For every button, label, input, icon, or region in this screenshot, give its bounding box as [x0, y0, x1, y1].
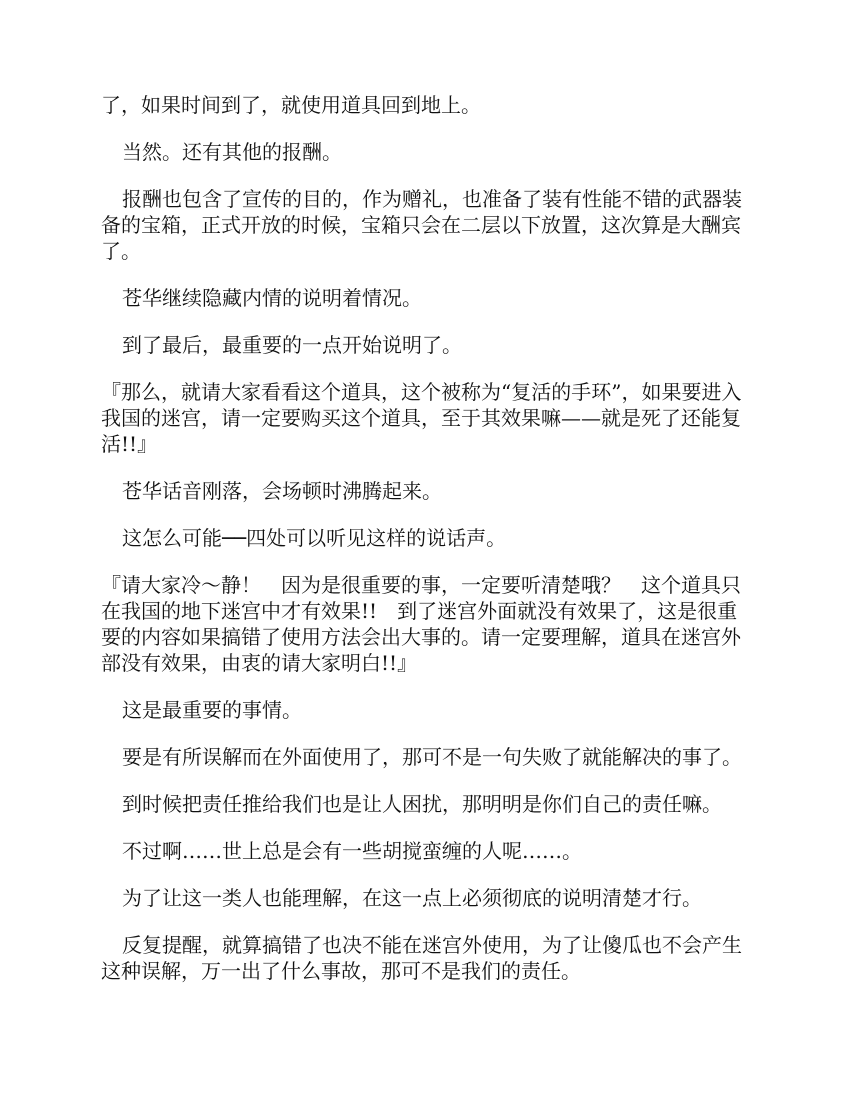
paragraph: 了，如果时间到了，就使用道具回到地上。 [101, 93, 481, 117]
document-body [101, 92, 751, 1005]
paragraph: 为了让这一类人也能理解，在这一点上必须彻底的说明清楚才行。 [122, 886, 702, 910]
paragraph: 苍华继续隐藏内情的说明着情况。 [122, 286, 422, 310]
paragraph: 反复提醒，就算搞错了也决不能在迷宫外使用，为了让傻瓜也不会产生这种误解，万一出了什么事故，那可不是我们的责任。 [101, 933, 742, 983]
paragraph: 报酬也包含了宣传的目的，作为赠礼，也准备了装有性能不错的武器装备的宝箱，正式开放的时候，宝箱只会在二层以下放置，这次算是大酬宾了。 [101, 187, 742, 263]
paragraph: 这怎么可能──四处可以听见这样的说话声。 [122, 526, 507, 550]
dialogue-paragraph: 『请大家冷～静！ 因为是很重要的事，一定要听清楚哦？ 这个道具只在我国的地下迷宫中才有效果!! 到了迷宫外面就没有效果了，这是很重要的内容如果搞错了使用方法会出大事的。请一定要理解，道具在迷宫外部没有效果，由衷的请大家明白!!』 [101, 573, 741, 675]
paragraph: 不过啊……世上总是会有一些胡搅蛮缠的人呢……。 [122, 839, 582, 863]
paragraph: 这是最重要的事情。 [122, 698, 302, 722]
paragraph: 苍华话音刚落，会场顿时沸腾起来。 [122, 479, 442, 503]
dialogue-paragraph: 『那么，就请大家看看这个道具，这个被称为“复活的手环”，如果要进入我国的迷宫，请一定要购买这个道具，至于其效果嘛——就是死了还能复活!!』 [101, 380, 742, 456]
paragraph: 要是有所误解而在外面使用了，那可不是一句失败了就能解决的事了。 [122, 745, 742, 769]
paragraph: 到了最后，最重要的一点开始说明了。 [122, 333, 462, 357]
paragraph: 当然。还有其他的报酬。 [122, 140, 342, 164]
paragraph: 到时候把责任推给我们也是让人困扰，那明明是你们自己的责任嘛。 [122, 792, 722, 816]
